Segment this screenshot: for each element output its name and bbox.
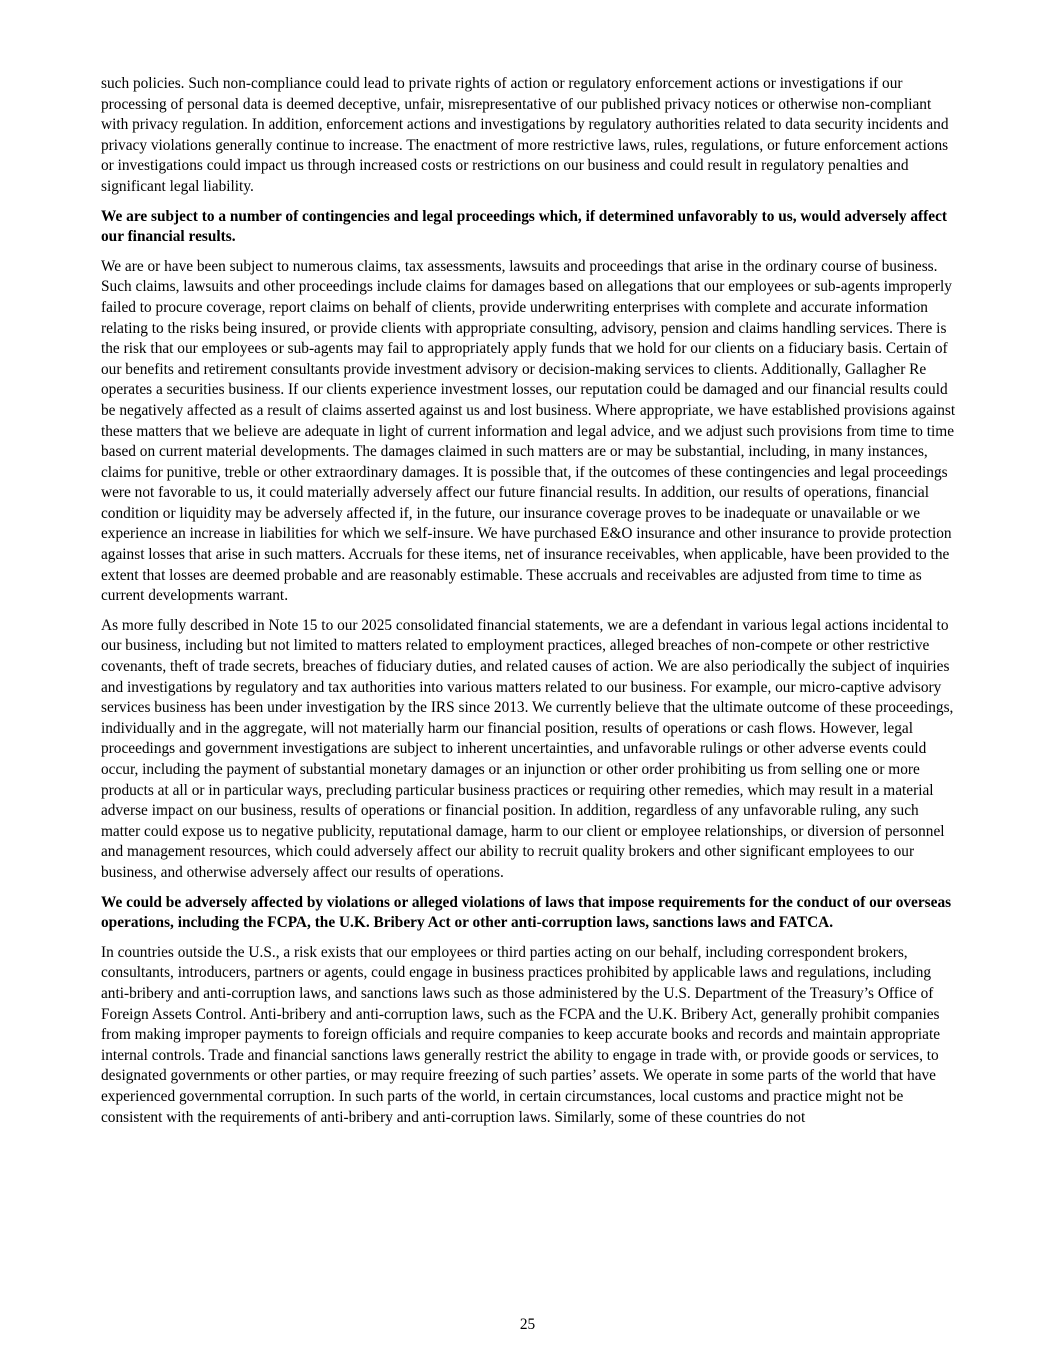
paragraph-privacy-continuation: such policies. Such non-compliance could lead to private rights of action or regulatory enforcement actions or investigations if our processing of personal data is deemed deceptive, unfair, misrepresentative of our published privacy notices or otherwise non-compliant with privacy regulation. In addition, enforcement actions and investigations by regulatory authorities related to data security incidents and privacy violations generally continue to increase. The enactment of more restrictive laws, rules, regulations, or future enforcement actions or investigations could impact us through increased costs or restrictions on our business and could result in regulatory penalties and significant legal liability. [101, 75, 949, 195]
document-page [101, 74, 956, 1137]
paragraph-anti-corruption: In countries outside the U.S., a risk exists that our employees or third parties acting on our behalf, including correspondent brokers, consultants, introducers, partners or agents, could engage in business practices prohibited by applicable laws and regulations, including anti-bribery and anti-corruption laws, and sanctions laws such as those administered by the U.S. Department of the Treasury’s Office of Foreign Assets Control. Anti-bribery and anti-corruption laws, such as the FCPA and the U.K. Bribery Act, generally prohibit companies from making improper payments to foreign officials and require companies to keep accurate books and records and maintain appropriate internal controls. Trade and financial sanctions laws generally restrict the ability to engage in trade with, or provide goods or services, to designated governments or other parties, or may require freezing of such parties’ assets. We operate in some parts of the world that have experienced governmental corruption. In such parts of the world, in certain circumstances, local customs and practice might not be consistent with the requirements of anti-bribery and anti-corruption laws. Similarly, some of these countries do not [101, 943, 941, 1126]
heading-contingencies: We are subject to a number of contingencies and legal proceedings which, if determined unfavorably to us, would adversely affect our financial results. [101, 207, 948, 246]
heading-overseas-laws: We could be adversely affected by violations or alleged violations of laws that impose requirements for the conduct of our overseas operations, including the FCPA, the U.K. Bribery Act or other anti-corruption laws, sanctions laws and FATCA. [101, 893, 952, 932]
page-number: 25 [519, 1316, 536, 1333]
paragraph-legal-actions: As more fully described in Note 15 to our 2025 consolidated financial statements, we are a defendant in various legal actions incidental to our business, including but not limited to matters related to employment practices, alleged breaches of non-compete or other restrictive covenants, theft of trade secrets, breaches of fiduciary duties, and related causes of action. We are also periodically the subject of inquiries and investigations by regulatory and tax authorities into various matters related to our business. For example, our micro-captive advisory services business has been under investigation by the IRS since 2013. We currently believe that the ultimate outcome of these proceedings, individually and in the aggregate, will not materially harm our financial position, results of operations or cash flows. However, legal proceedings and government investigations are subject to inherent uncertainties, and unfavorable rulings or other adverse events could occur, including the payment of substantial monetary damages or an injunction or other order prohibiting us from selling one or more products at all or in particular ways, precluding particular business practices or requiring other remedies, which may result in a material adverse impact on our business, results of operations or financial position. In addition, regardless of any unfavorable ruling, any such matter could expose us to negative publicity, reputational damage, harm to our client or employee relationships, or diversion of personnel and management resources, which could adversely affect our ability to recruit quality brokers and other significant employees to our business, and otherwise adversely affect our results of operations. [101, 616, 954, 881]
paragraph-claims: We are or have been subject to numerous claims, tax assessments, lawsuits and proceedings that arise in the ordinary course of business. Such claims, lawsuits and other proceedings include claims for damages based on allegations that our employees or sub-agents improperly failed to procure coverage, report claims on behalf of clients, provide underwriting enterprises with complete and accurate information relating to the risks being insured, or provide clients with appropriate consulting, advisory, pension and claims handling services. There is the risk that our employees or sub-agents may fail to appropriately apply funds that we hold for our clients on a fiduciary basis. Certain of our benefits and retirement consultants provide investment advisory or decision-making services to clients. Additionally, Gallagher Re operates a securities business. If our clients experience investment losses, our reputation could be damaged and our financial results could be negatively affected as a result of claims asserted against us and lost business. Where appropriate, we have established provisions against these matters that we believe are adequate in light of current information and legal advice, and we adjust such provisions from time to time based on current material developments. The damages claimed in such matters are or may be substantial, including, in many instances, claims for punitive, treble or other extraordinary damages. It is possible that, if the outcomes of these contingencies and legal proceedings were not favorable to us, it could materially adversely affect our future financial results. In addition, our results of operations, financial condition or liquidity may be adversely affected if, in the future, our insurance coverage proves to be inadequate or unavailable or we experience an increase in liabilities for which we self-insure. We have purchased E&O insurance and other insurance to provide protection against losses that arise in such matters. Accruals for these items, net of insurance receivables, when applicable, have been provided to the extent that losses are deemed probable and are reasonably estimable. These accruals and receivables are adjusted from time to time as current developments warrant. [101, 257, 956, 605]
